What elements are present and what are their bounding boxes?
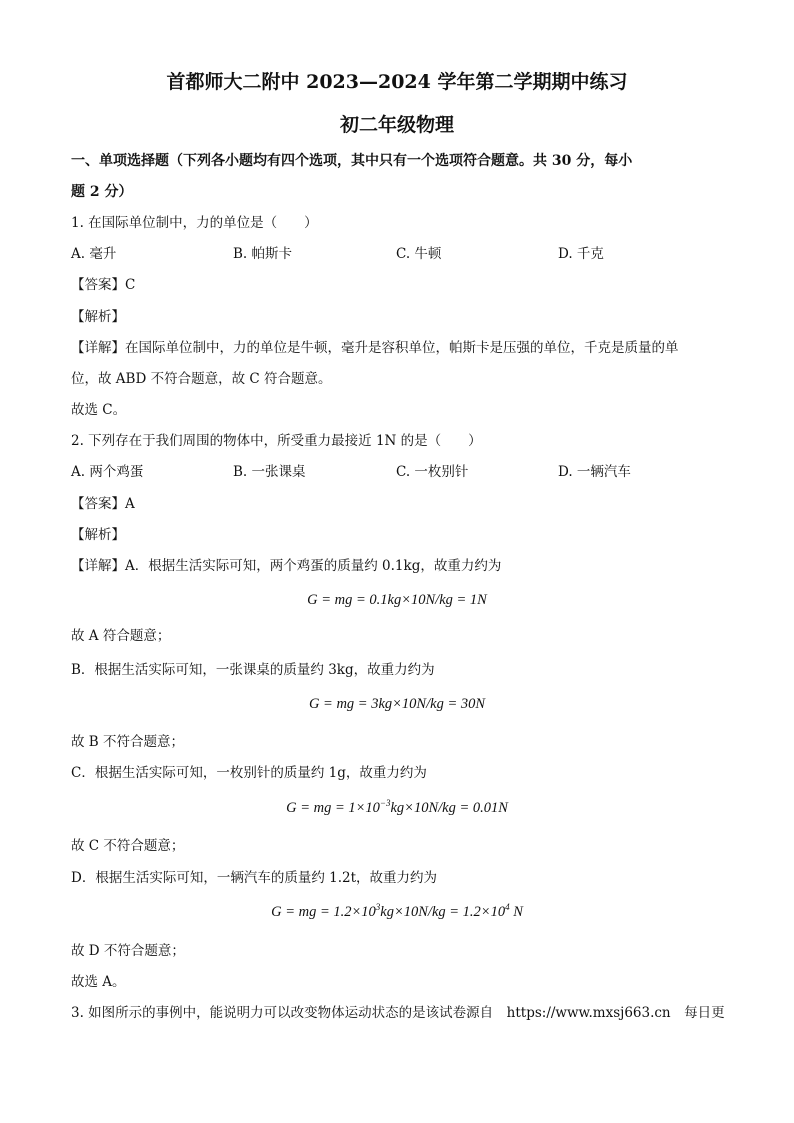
q2-equation-a: G = mg = 0.1kg×10N/kg = 1N [307,592,487,608]
q2-detail-a: 【详解】A．根据生活实际可知，两个鸡蛋的质量约 0.1kg，故重力约为 [71,558,502,574]
q2-option-d: D. 一辆汽车 [558,464,631,480]
q2-option-b: B. 一张课桌 [233,464,306,480]
q2-detail-d: D．根据生活实际可知，一辆汽车的质量约 1.2t，故重力约为 [71,870,438,886]
q2-equation-d-mid: kg×10N/kg = 1.2×10 [380,904,506,920]
q1-analysis-label: 【解析】 [71,309,125,325]
q2-equation-d-exponent-1: 3 [375,902,381,912]
q3-stem: 3. 如图所示的事例中，能说明力可以改变物体运动状态的是该试卷源自 https://www.mxsj663.cn 每日更 [71,1005,725,1021]
q2-detail-b: B．根据生活实际可知，一张课桌的质量约 3kg，故重力约为 [71,662,435,678]
q2-equation-c-exponent: −3 [379,798,391,808]
exam-subtitle: 初二年级物理 [339,114,454,136]
q2-answer: 【答案】A [71,496,135,512]
q2-equation-d-pre: G = mg = 1.2×10 [271,904,376,920]
q2-equation-d-post: N [509,904,523,920]
q1-option-d: D. 千克 [558,246,604,262]
q2-result-d: 故 D 不符合题意； [71,943,185,959]
q2-result-c: 故 C 不符合题意； [71,838,185,854]
q2-equation-b: G = mg = 3kg×10N/kg = 30N [308,696,486,712]
q2-result-b: 故 B 不符合题意； [71,734,185,750]
q2-detail-c: C．根据生活实际可知，一枚别针的质量约 1g，故重力约为 [71,765,427,781]
q1-option-c: C. 牛顿 [396,246,442,262]
q2-result-a: 故 A 符合题意； [71,628,171,644]
q1-answer: 【答案】C [71,277,136,293]
q2-option-a: A. 两个鸡蛋 [71,464,144,480]
exam-title: 首都师大二附中 2023—2024 学年第二学期期中练习 [166,71,628,93]
q2-analysis-label: 【解析】 [71,527,125,543]
q1-option-a: A. 毫升 [71,246,117,262]
section-heading-line1: 一、单项选择题（下列各小题均有四个选项，其中只有一个选项符合题意。共 30 分，每小 [71,153,633,169]
q2-equation-d-exponent-2: 4 [505,902,510,912]
q2-equation-d [0,902,794,922]
q2-stem: 2. 下列存在于我们周围的物体中，所受重力最接近 1N 的是（ ） [71,433,482,449]
q1-detail-line1: 【详解】在国际单位制中，力的单位是牛顿，毫升是容积单位，帕斯卡是压强的单位，千克是质量的单 [71,340,679,356]
q2-equation-c-pre: G = mg = 1×10 [286,800,380,816]
q2-option-c: C. 一枚别针 [396,464,469,480]
section-heading-line2: 题 2 分） [71,184,133,200]
q1-conclusion: 故选 C。 [71,402,127,418]
q1-stem: 1. 在国际单位制中，力的单位是（ ） [71,215,318,231]
q2-conclusion: 故选 A。 [71,974,126,990]
q1-option-b: B. 帕斯卡 [233,246,293,262]
q1-detail-line2: 位，故 ABD 不符合题意，故 C 符合题意。 [71,371,332,387]
q2-equation-c-post: kg×10N/kg = 0.01N [390,800,508,816]
q2-equation-c [0,798,794,818]
